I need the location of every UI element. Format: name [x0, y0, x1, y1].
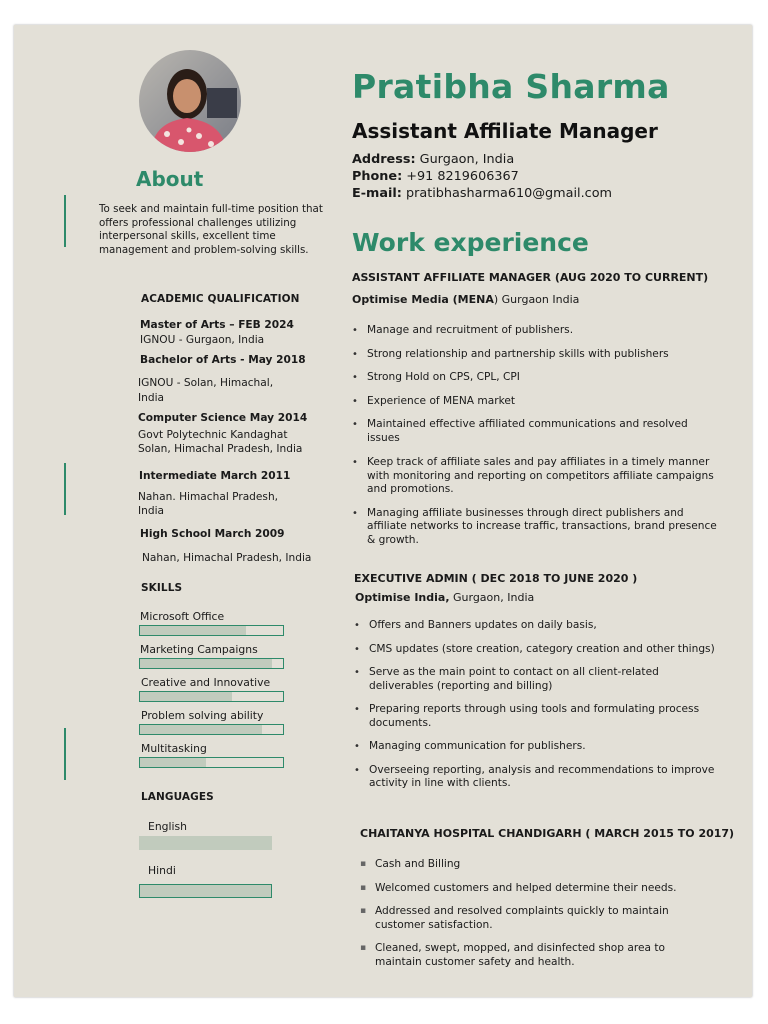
edu-line-3-0: Nahan. Himachal Pradesh, — [138, 491, 279, 503]
edu-title-4: High School March 2009 — [140, 528, 285, 540]
skill-bar-4 — [139, 757, 284, 768]
phone-value: +91 8219606367 — [406, 169, 519, 184]
list-item: • Strong relationship and partnership skills with publishers — [352, 348, 717, 362]
address-label: Address: — [352, 152, 416, 167]
edu-title-2: Computer Science May 2014 — [138, 412, 308, 424]
language-bar-1 — [139, 884, 272, 898]
edu-title-0: Master of Arts – FEB 2024 — [140, 319, 294, 331]
skill-fill-2 — [140, 692, 232, 701]
accent-bar-skills — [64, 728, 66, 780]
job-bullets-0 — [352, 324, 717, 547]
list-item: • Overseeing reporting, analysis and recommendations to improve activity in line with clients. — [354, 764, 719, 791]
skill-fill-1 — [140, 659, 272, 668]
edu-title-3: Intermediate March 2011 — [139, 470, 291, 482]
contact-phone — [352, 169, 519, 184]
skill-bar-0 — [139, 625, 284, 636]
language-label-1: Hindi — [148, 864, 176, 877]
job-company-name-0: Optimise Media (MENA — [352, 293, 494, 306]
edu-title-1: Bachelor of Arts - May 2018 — [140, 354, 306, 366]
edu-line-3-1: India — [138, 505, 164, 517]
skill-fill-4 — [140, 758, 206, 767]
list-item: • Managing affiliate businesses through direct publishers and affiliate networks to increase traffic, transactions, brand presence & growth. — [352, 507, 717, 548]
skill-label-3: Problem solving ability — [141, 709, 264, 722]
job-heading-2: CHAITANYA HOSPITAL CHANDIGARH ( MARCH 2015 TO 2017) — [360, 827, 735, 840]
phone-label: Phone: — [352, 169, 403, 184]
skill-bar-1 — [139, 658, 284, 669]
candidate-role: Assistant Affiliate Manager — [352, 119, 658, 143]
list-item: • Maintained effective affiliated communications and resolved issues — [352, 418, 717, 445]
skill-fill-3 — [140, 725, 262, 734]
edu-line-2-1: Solan, Himachal Pradesh, India — [138, 443, 303, 455]
job-bullets-1 — [354, 619, 719, 791]
list-item: • Managing communication for publishers. — [354, 740, 719, 754]
list-item: • Experience of MENA market — [352, 395, 717, 409]
about-text: To seek and maintain full-time position that offers professional challenges utilizing interpersonal skills, excellent time management and problem-solving skills. — [99, 203, 323, 256]
address-value: Gurgaon, India — [419, 152, 515, 167]
skill-bar-3 — [139, 724, 284, 735]
contact-address — [352, 152, 514, 167]
skill-label-4: Multitasking — [141, 742, 207, 755]
accent-bar-about — [64, 195, 66, 247]
edu-line-2-0: Govt Polytechnic Kandaghat — [138, 429, 288, 441]
contact-email — [352, 186, 612, 201]
edu-line-1-1: India — [138, 392, 164, 404]
list-item: • Keep track of affiliate sales and pay affiliates in a timely manner with monitoring and reporting on competitors affiliate campaigns and promotions. — [352, 456, 717, 497]
list-item: ▪ Addressed and resolved complaints quickly to maintain customer satisfaction. — [360, 905, 710, 932]
languages-heading: LANGUAGES — [141, 791, 214, 803]
job-heading-1: EXECUTIVE ADMIN ( DEC 2018 TO JUNE 2020 ) — [354, 572, 638, 585]
list-item: • Preparing reports through using tools and formulating process documents. — [354, 703, 719, 730]
list-item: • Manage and recruitment of publishers. — [352, 324, 717, 338]
job-bullets-2 — [360, 858, 710, 969]
job-company-1 — [355, 591, 534, 604]
edu-line-0-0: IGNOU - Gurgaon, India — [140, 334, 265, 346]
resume-page — [14, 25, 752, 997]
list-item: ▪ Cleaned, swept, mopped, and disinfected shop area to maintain customer safety and health. — [360, 942, 710, 969]
list-item: • Serve as the main point to contact on all client-related deliverables (reporting and billing) — [354, 666, 719, 693]
email-label: E-mail: — [352, 186, 402, 201]
list-item: • Offers and Banners updates on daily basis, — [354, 619, 719, 633]
list-item: • Strong Hold on CPS, CPL, CPI — [352, 371, 717, 385]
job-company-0 — [352, 293, 579, 306]
job-company-name-1: Optimise India, — [355, 591, 450, 604]
education-heading: ACADEMIC QUALIFICATION — [141, 293, 300, 305]
skill-label-0: Microsoft Office — [140, 610, 225, 623]
skills-heading: SKILLS — [141, 582, 183, 594]
edu-line-1-0: IGNOU - Solan, Himachal, — [138, 377, 274, 389]
skill-fill-0 — [140, 626, 246, 635]
accent-bar-education — [64, 463, 66, 515]
language-label-0: English — [148, 820, 187, 833]
edu-line-4-0: Nahan, Himachal Pradesh, India — [142, 552, 312, 564]
list-item: ▪ Welcomed customers and helped determine their needs. — [360, 882, 710, 896]
skill-label-1: Marketing Campaigns — [140, 643, 258, 656]
list-item: • CMS updates (store creation, category creation and other things) — [354, 643, 719, 657]
job-company-location-1: Gurgaon, India — [449, 591, 535, 604]
work-experience-heading: Work experience — [352, 228, 589, 257]
about-heading: About — [136, 167, 204, 191]
candidate-name: Pratibha Sharma — [352, 67, 670, 106]
job-heading-0: ASSISTANT AFFILIATE MANAGER (AUG 2020 TO CURRENT) — [352, 271, 709, 284]
skill-label-2: Creative and Innovative — [141, 676, 271, 689]
skill-bar-2 — [139, 691, 284, 702]
job-company-location-0: ) Gurgaon India — [493, 293, 580, 306]
email-value: pratibhasharma610@gmail.com — [406, 186, 612, 201]
list-item: ▪ Cash and Billing — [360, 858, 710, 872]
language-bar-0 — [139, 836, 272, 850]
profile-photo — [139, 50, 241, 152]
